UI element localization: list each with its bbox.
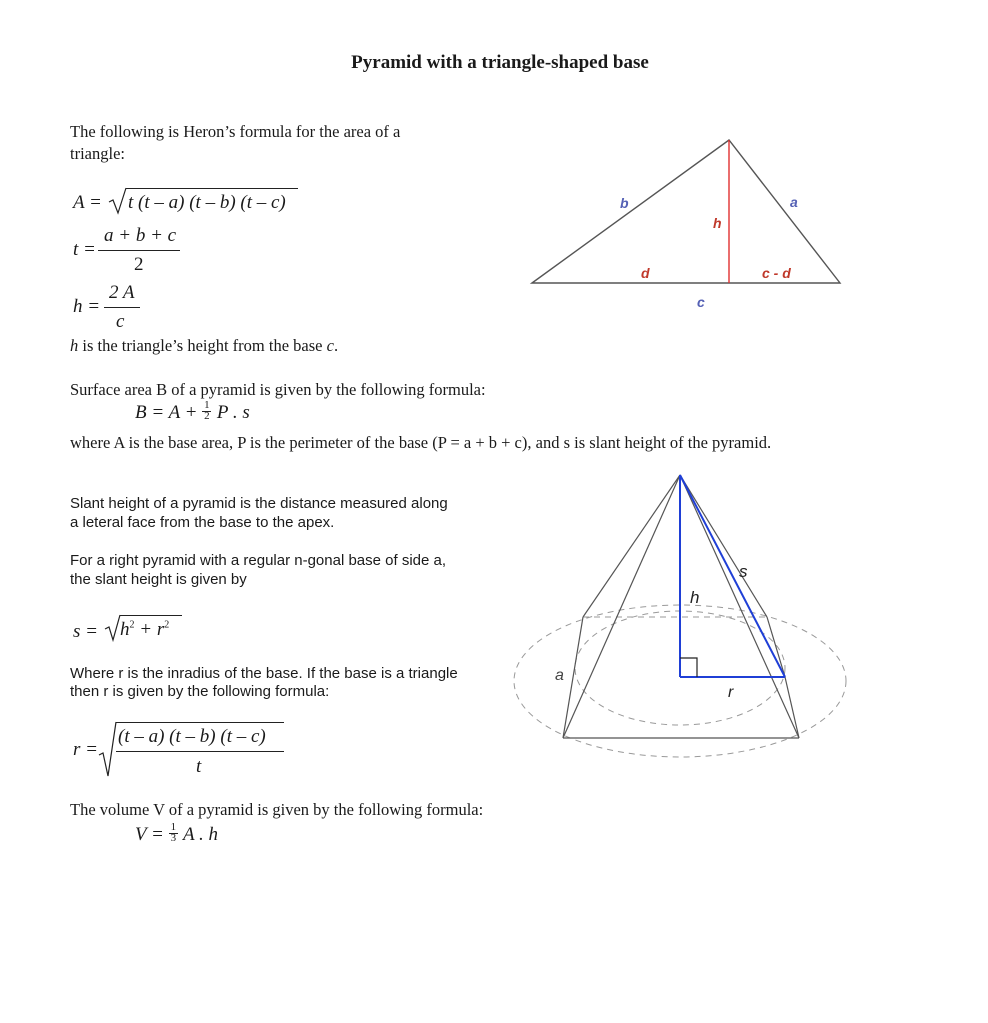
heron-intro-line2: triangle: [70, 144, 125, 163]
pyramid-base-right-edge [785, 677, 799, 738]
triangle-label-a: a [790, 194, 798, 210]
half-fraction [202, 399, 212, 422]
area-formula-lhs: A = [73, 192, 102, 213]
slant-para2-line2: the slant height is given by [70, 571, 247, 588]
slant-para3-line1: Where r is the inradius of the base. If the base is a triangle [70, 665, 458, 682]
s-radicand-h-exponent: 2 [129, 619, 135, 631]
surface-formula-right: P . s [212, 402, 250, 423]
half-numerator: 1 [204, 399, 210, 411]
sqrt-sign-r [98, 720, 118, 778]
volume-formula-right: A . h [178, 824, 219, 845]
t-formula-denominator: 2 [134, 254, 144, 275]
triangle-label-h: h [713, 215, 722, 231]
sqrt-sign-area [108, 186, 128, 216]
r-fraction-line [116, 751, 284, 752]
surface-formula-left: B = A + [135, 402, 203, 423]
slant-para2-line1: For a right pyramid with a regular n-gonal base of side a, [70, 552, 447, 569]
h-explanation-text: is the triangle’s height from the base [78, 336, 327, 355]
pyramid-label-s: s [739, 562, 748, 581]
volume-formula [135, 821, 219, 846]
s-formula-lhs: s = [73, 621, 98, 642]
half-denominator: 2 [204, 410, 210, 422]
h-explanation-end: . [333, 336, 339, 355]
sqrt-bar-s [120, 615, 182, 616]
triangle-label-b: b [620, 195, 629, 211]
triangle-outline [532, 140, 840, 283]
slant-para3-line2: then r is given by the following formula: [70, 683, 330, 700]
h-explanation-c: c [326, 336, 334, 355]
h-fraction-line [104, 307, 140, 308]
volume-formula-left: V = [135, 824, 169, 845]
pyramid-label-h: h [690, 588, 700, 607]
triangle-label-d: d [641, 265, 650, 281]
h-explanation [70, 335, 338, 356]
t-fraction-line [98, 250, 180, 251]
triangle-diagram [520, 130, 860, 320]
pyramid-lateral-edge-1 [583, 475, 680, 617]
pyramid-base-left-edge [563, 617, 583, 738]
third-fraction [169, 821, 179, 844]
r-formula-lhs: r = [73, 739, 98, 760]
h-formula-lhs: h = [73, 296, 101, 317]
sqrt-bar-area [126, 188, 298, 189]
h-explanation-var: h [70, 336, 79, 355]
s-radicand-h: h [120, 619, 130, 640]
surface-formula [135, 399, 250, 424]
third-denominator: 3 [170, 832, 177, 844]
third-numerator: 1 [170, 821, 177, 833]
r-formula-denominator: t [196, 756, 202, 777]
sqrt-bar-r [116, 722, 284, 723]
page-title: Pyramid with a triangle-shaped base [351, 52, 649, 73]
h-formula-numerator: 2 A [109, 282, 135, 303]
t-formula-lhs: t = [73, 239, 96, 260]
area-formula-radicand: t (t – a) (t – b) (t – c) [128, 192, 286, 213]
slant-para1-line2: a leteral face from the base to the apex. [70, 514, 335, 531]
t-formula-numerator: a + b + c [104, 225, 177, 246]
pyramid-diagram [505, 465, 855, 765]
triangle-label-c: c [697, 294, 705, 310]
pyramid-slant-line [680, 475, 785, 677]
s-radicand-r-exponent: 2 [164, 619, 170, 631]
h-formula-denominator: c [116, 311, 125, 332]
r-formula-numerator: (t – a) (t – b) (t – c) [118, 726, 266, 747]
pyramid-lateral-edge-2 [563, 475, 680, 738]
triangle-label-c-minus-d: c - d [762, 265, 791, 281]
pyramid-label-r: r [728, 684, 734, 701]
s-radicand-r: r [156, 619, 165, 640]
volume-intro: The volume V of a pyramid is given by the following formula: [70, 800, 484, 819]
surface-where: where A is the base area, P is the perimeter of the base (P = a + b + c), and s is slant height of the pyramid. [70, 433, 772, 452]
right-angle-marker [680, 658, 697, 677]
pyramid-label-a: a [555, 667, 564, 684]
slant-para1-line1: Slant height of a pyramid is the distance measured along [70, 495, 448, 512]
s-formula-radicand [120, 619, 169, 641]
s-radicand-plus: + [134, 619, 157, 640]
surface-intro: Surface area B of a pyramid is given by the following formula: [70, 380, 486, 399]
heron-intro-line1: The following is Heron’s formula for the area of a [70, 122, 401, 141]
